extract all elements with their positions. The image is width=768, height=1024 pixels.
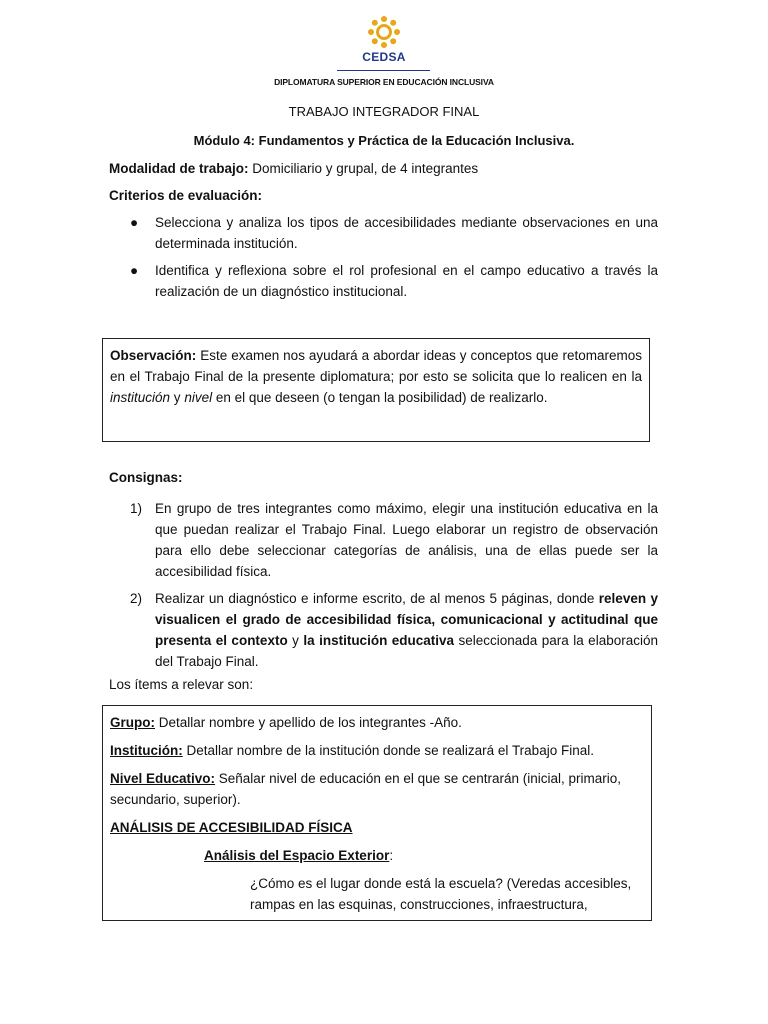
modalidad-line [109, 158, 478, 179]
module-title: Módulo 4: Fundamentos y Práctica de la Educación Inclusiva. [193, 133, 575, 148]
program-name: DIPLOMATURA SUPERIOR EN EDUCACIÓN INCLUSIVA [274, 77, 494, 87]
institucion-line [110, 740, 644, 761]
sun-emblem-icon [366, 14, 402, 50]
observacion-part: en el que deseen (o tengan la posibilidad) de realizarlo. [212, 390, 548, 405]
criterios-list [130, 212, 658, 308]
logo-text: CEDSA [362, 50, 406, 64]
nivel-label: Nivel Educativo: [110, 771, 216, 786]
question-line: rampas en las esquinas, construcciones, infraestructura, [250, 897, 588, 912]
exterior-colon: : [389, 848, 394, 863]
criterio-text: Selecciona y analiza los tipos de accesibilidades mediante observaciones en una determinada institución. [155, 215, 658, 251]
observacion-text [110, 345, 642, 408]
exterior-label: Análisis del Espacio Exterior [204, 848, 390, 863]
document-title: TRABAJO INTEGRADOR FINAL [288, 104, 480, 119]
grupo-text: Detallar nombre y apellido de los integrantes -Año. [155, 715, 462, 730]
observacion-label: Observación: [110, 348, 197, 363]
items-intro: Los ítems a relevar son: [109, 677, 254, 692]
modalidad-value: Domiciliario y grupal, de 4 integrantes [248, 161, 479, 176]
cedsa-logo [354, 14, 414, 64]
modalidad-label: Modalidad de trabajo: [109, 161, 249, 176]
nivel-text: Señalar nivel de educación en el que se centrarán (inicial, primario, secundario, superior). [110, 771, 622, 807]
list-item [130, 498, 658, 582]
bullet-icon: ● [130, 215, 139, 230]
consigna-part: Realizar un diagnóstico e informe escrito, de al menos 5 páginas, donde [155, 591, 599, 606]
grupo-line [110, 712, 644, 733]
observacion-part: y [170, 390, 185, 405]
list-item [130, 212, 658, 254]
items-box [102, 705, 652, 921]
grupo-label: Grupo: [110, 715, 155, 730]
observacion-italic: nivel [184, 390, 213, 405]
question-line: ¿Cómo es el lugar donde está la escuela? (Veredas accesibles, [250, 876, 632, 891]
exterior-line [110, 845, 644, 866]
institucion-text: Detallar nombre de la institución donde se realizará el Trabajo Final. [182, 743, 594, 758]
consigna-part: y [287, 633, 304, 648]
observacion-part: Este examen nos ayudará a abordar ideas y conceptos que retomaremos en el Trabajo Final de la presente diplomatura; por esto se solicita que lo realicen en la [110, 348, 642, 384]
consignas-heading: Consignas: [109, 470, 183, 485]
analisis-title: ANÁLISIS DE ACCESIBILIDAD FÍSICA [110, 820, 353, 835]
consigna-bold: releven y visualicen el grado de accesibilidad física, comunicacional y actitudinal que presenta el contexto [155, 591, 658, 648]
consignas-list [130, 498, 658, 678]
criterios-heading: Criterios de evaluación: [109, 188, 263, 203]
observacion-box [102, 338, 650, 442]
nivel-line [110, 768, 644, 810]
consigna-part: seleccionada para la elaboración del Trabajo Final. [155, 633, 658, 669]
logo-divider [337, 70, 430, 71]
institucion-label: Institución: [110, 743, 183, 758]
list-item [130, 260, 658, 302]
list-item [130, 588, 658, 672]
consigna-bold: la institución educativa [303, 633, 455, 648]
consigna-text: En grupo de tres integrantes como máximo, elegir una institución educativa en la que puedan realizar el Trabajo Final. Luego elaborar un registro de observación para ello debe seleccionar categorías de análisis, una de ellas puede ser la accesibilidad física. [155, 501, 658, 579]
bullet-icon: ● [130, 263, 139, 278]
item-number: 1) [130, 501, 143, 516]
criterio-text: Identifica y reflexiona sobre el rol profesional en el campo educativo a través la realización de un diagnóstico institucional. [155, 263, 658, 299]
observacion-italic: institución [110, 390, 171, 405]
item-number: 2) [130, 591, 143, 606]
